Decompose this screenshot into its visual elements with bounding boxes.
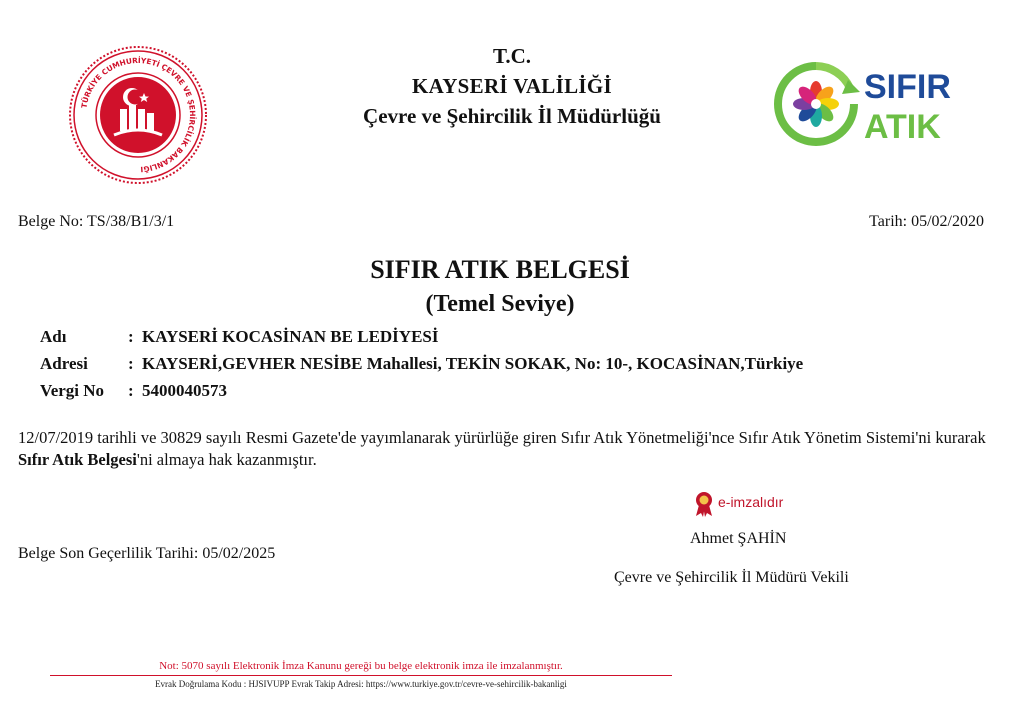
header-directorate: Çevre ve Şehircilik İl Müdürlüğü: [363, 104, 661, 128]
field-label-name: Adı: [40, 327, 67, 346]
field-colon: :: [128, 327, 134, 346]
document-subtitle: (Temel Seviye): [425, 291, 575, 317]
logo-text-atik: ATIK: [864, 108, 941, 146]
field-colon: :: [128, 381, 134, 400]
footer-note: Not: 5070 sayılı Elektronik İmza Kanunu gereği bu belge elektronik imza ile imzalanmıştır.: [159, 660, 563, 672]
certificate-statement: [18, 427, 998, 471]
validity-date: Belge Son Geçerlilik Tarihi: 05/02/2025: [18, 545, 276, 562]
seal-ring-text: TÜRKİYE CUMHURİYETİ ÇEVRE VE ŞEHİRCİLİK BAKANLIĞI: [79, 55, 198, 174]
logo-text-sifir: SIFIR: [864, 68, 951, 106]
header-governorship: KAYSERİ VALİLİĞİ: [412, 74, 612, 98]
field-value-name: KAYSERİ KOCASİNAN BE LEDİYESİ: [142, 327, 439, 346]
document-number: Belge No: TS/38/B1/3/1: [18, 213, 175, 230]
footer-divider: [50, 675, 672, 676]
field-label-address: Adresi: [40, 354, 88, 373]
signer-name: Ahmet ŞAHİN: [690, 530, 787, 547]
e-signature-label: e-imzalıdır: [718, 494, 784, 510]
field-row-address: [40, 354, 803, 374]
verification-info: Evrak Doğrulama Kodu : HJSIVUPP Evrak Takip Adresi: https://www.turkiye.gov.tr/cevre-ve-sehircilik-bakanligi: [155, 679, 567, 689]
award-ribbon-icon: [694, 491, 714, 517]
header-tc: T.C.: [492, 44, 532, 68]
statement-part-2: 'ni almaya hak kazanmıştır.: [136, 450, 317, 469]
field-colon: :: [128, 354, 134, 373]
statement-bold: Sıfır Atık Belgesi: [18, 450, 137, 469]
document-title: SIFIR ATIK BELGESİ: [370, 255, 630, 284]
field-label-tax: Vergi No: [40, 381, 105, 400]
document-date: Tarih: 05/02/2020: [869, 213, 984, 230]
field-value-address: KAYSERİ,GEVHER NESİBE Mahallesi, TEKİN SOKAK, No: 10-, KOCASİNAN,Türkiye: [142, 354, 804, 373]
field-row-tax: [40, 381, 227, 401]
sifir-atik-logo: [770, 58, 960, 150]
field-value-tax: 5400040573: [142, 381, 227, 400]
signer-title: Çevre ve Şehircilik İl Müdürü Vekili: [614, 569, 849, 586]
statement-part-1: 12/07/2019 tarihli ve 30829 sayılı Resmi Gazete'de yayımlanarak yürürlüğe giren Sıfır Atık Yönetmeliği'nce Sıfır Atık Yönetim Sistemi'ni kurarak: [18, 428, 986, 447]
field-row-name: [40, 327, 439, 347]
e-signature-badge: [694, 491, 784, 517]
